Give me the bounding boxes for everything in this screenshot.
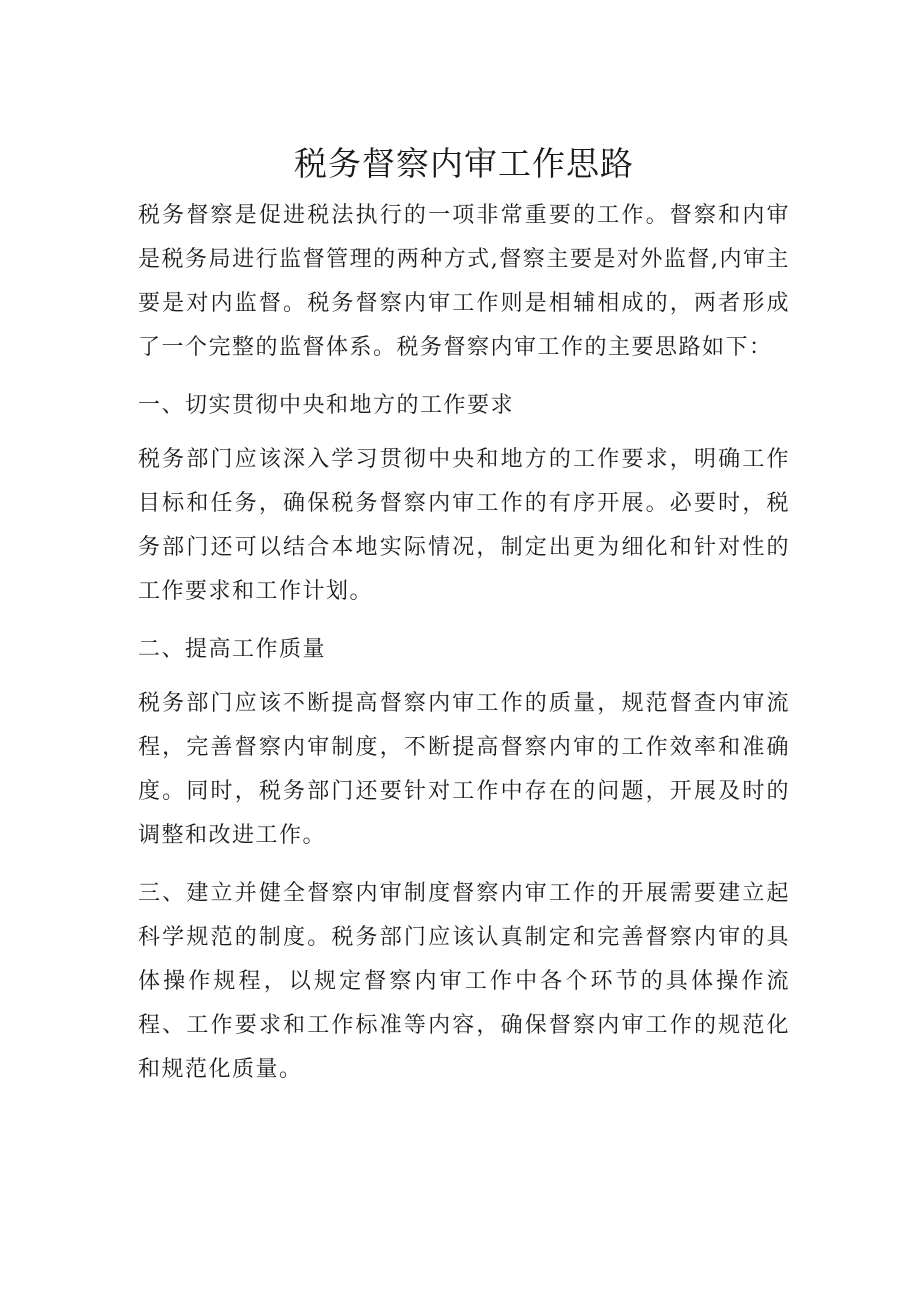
document-title: 税务督察内审工作思路 <box>294 144 634 183</box>
section-2-heading: 二、提高工作质量 <box>138 637 327 662</box>
intro-paragraph: 税务督察是促进税法执行的一项非常重要的工作。督察和内审是税务局进行监督管理的两种方式,督察主要是对外监督,内审主要是对内监督。税务督察内审工作则是相辅相成的，两者形成了一个完整的监督体系。税务督察内审工作的主要思路如下： <box>138 203 790 360</box>
section-3-body: 三、建立并健全督察内审制度督察内审工作的开展需要建立起科学规范的制度。税务部门应该认真制定和完善督察内审的具体操作规程，以规定督察内审工作中各个环节的具体操作流程、工作要求和工作标准等内容，确保督察内审工作的规范化和规范化质量。 <box>138 881 790 1082</box>
section-1-body: 税务部门应该深入学习贯彻中央和地方的工作要求，明确工作目标和任务，确保税务督察内审工作的有序开展。必要时，税务部门还可以结合本地实际情况，制定出更为细化和针对性的工作要求和工作计划。 <box>138 447 790 604</box>
section-2-body: 税务部门应该不断提高督察内审工作的质量，规范督查内审流程，完善督察内审制度，不断提高督察内审的工作效率和准确度。同时，税务部门还要针对工作中存在的问题，开展及时的调整和改进工作。 <box>138 691 790 848</box>
section-1-heading: 一、切实贯彻中央和地方的工作要求 <box>138 393 515 418</box>
